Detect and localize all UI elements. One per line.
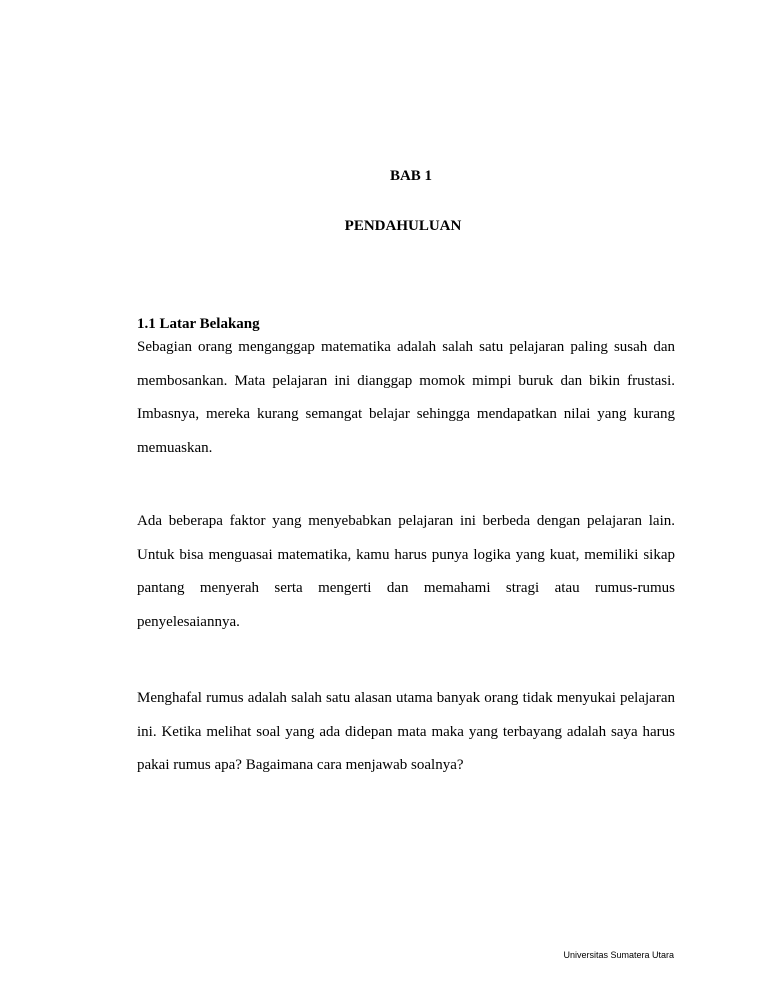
section-heading: 1.1 Latar Belakang: [137, 316, 260, 332]
paragraph-2: Ada beberapa faktor yang menyebabkan pelajaran ini berbeda dengan pelajaran lain. Untuk bisa menguasai matematika, kamu harus punya logika yang kuat, memiliki sikap pantang menyerah serta mengerti dan memahami stragi atau rumus-rumus penyelesaiannya.: [137, 513, 675, 631]
paragraph-1: Sebagian orang menganggap matematika adalah salah satu pelajaran paling susah dan membosankan. Mata pelajaran ini dianggap momok mimpi buruk dan bikin frustasi. Imbasnya, mereka kurang semangat belajar sehingga mendapatkan nilai yang kurang memuaskan.: [137, 339, 675, 457]
paragraph-3: Menghafal rumus adalah salah satu alasan utama banyak orang tidak menyukai pelajaran ini. Ketika melihat soal yang ada didepan mata maka yang terbayang adalah saya harus pakai rumus apa? Bagaimana cara menjawab soalnya?: [137, 690, 675, 774]
footer-institution: Universitas Sumatera Utara: [563, 950, 674, 960]
chapter-title: PENDAHULUAN: [344, 218, 462, 234]
chapter-number: BAB 1: [389, 168, 433, 184]
